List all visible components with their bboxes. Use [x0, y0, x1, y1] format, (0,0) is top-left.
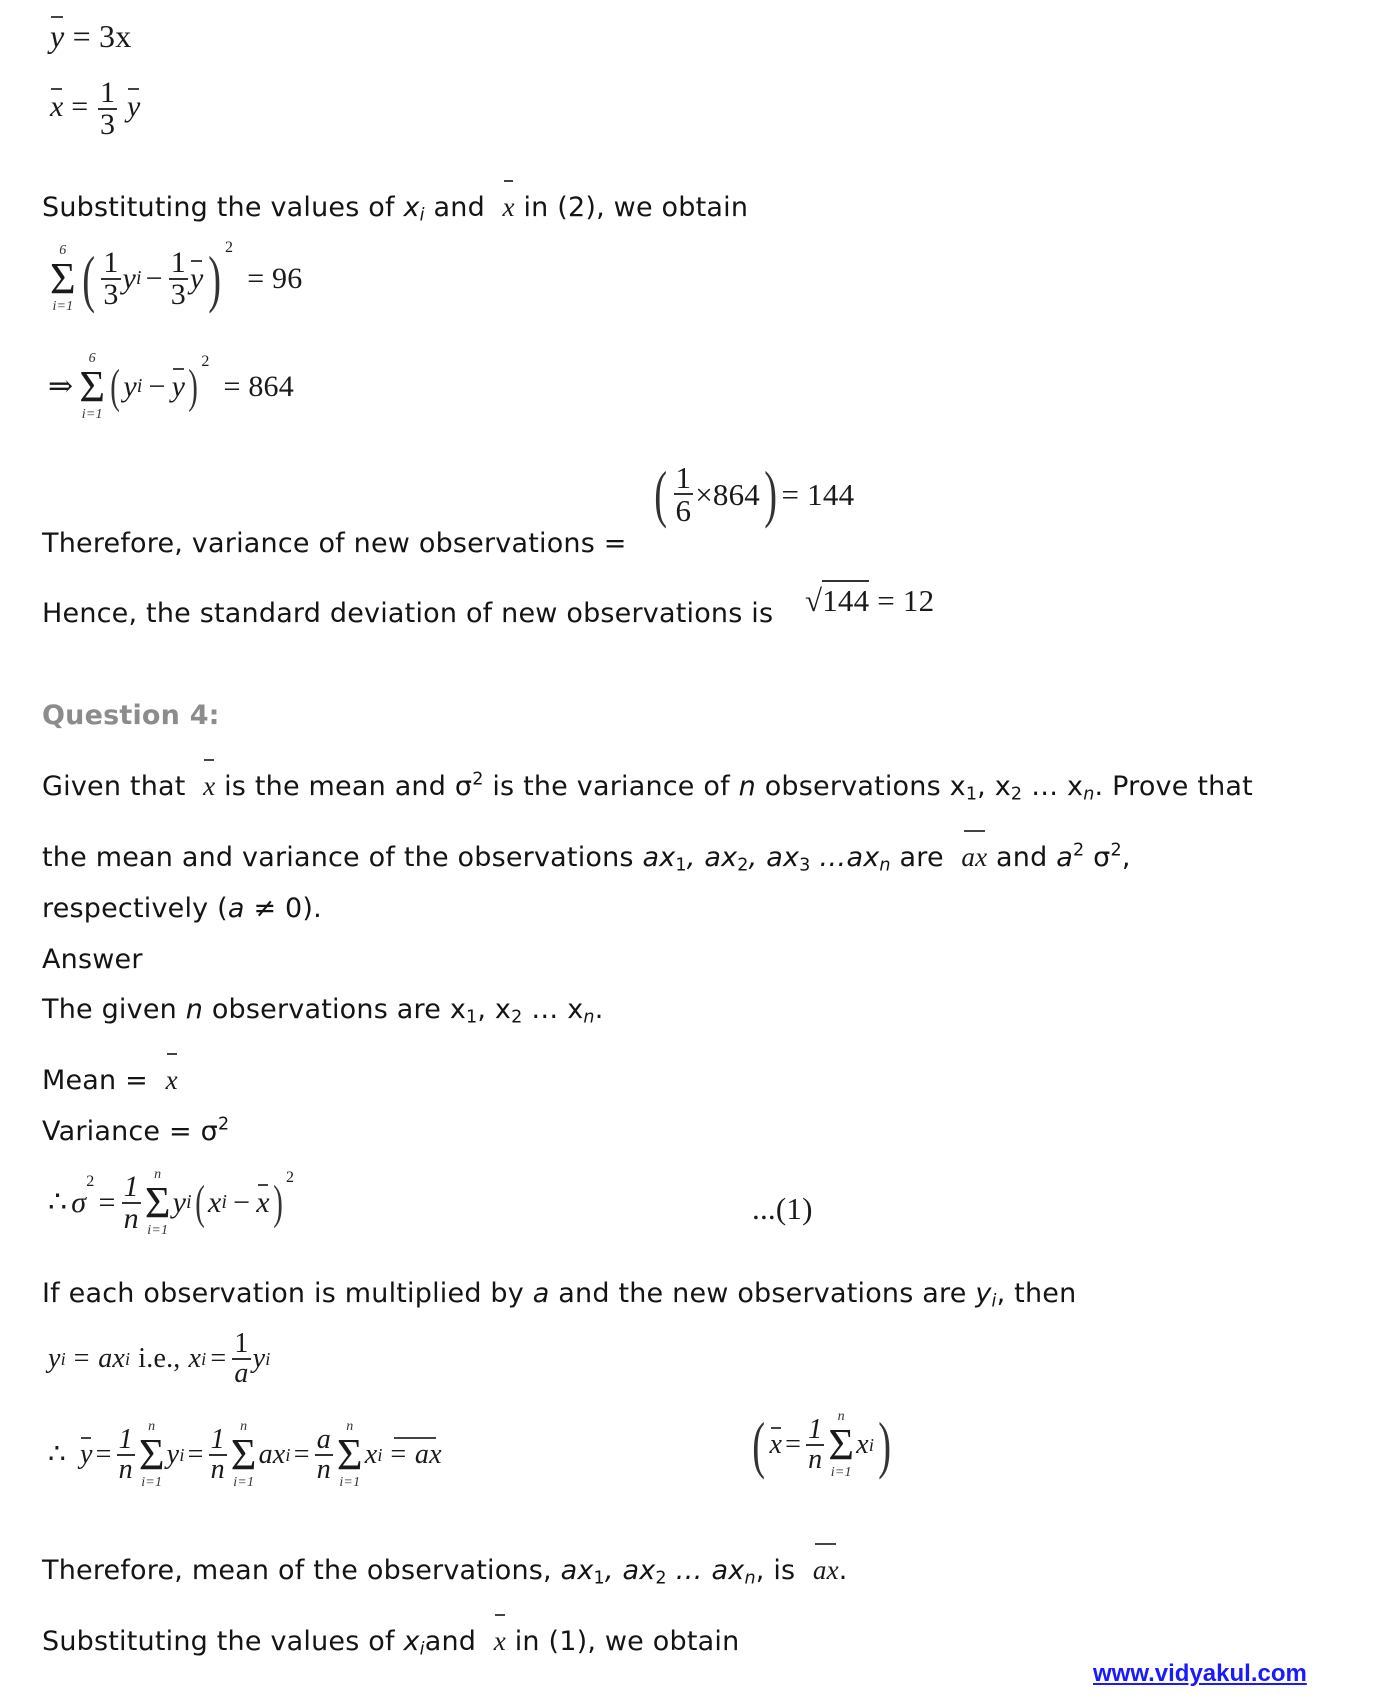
var-ax: , ax: [686, 842, 738, 873]
subscript: 2: [511, 1007, 523, 1028]
exponent: 2: [1072, 840, 1085, 861]
fraction: [315, 1423, 333, 1485]
var-a: a: [532, 1278, 550, 1309]
subscript: n: [1083, 784, 1095, 805]
fraction: [101, 245, 120, 311]
xbar-var: x: [203, 771, 216, 801]
equals-sign: =: [293, 1438, 310, 1470]
var-ax: ax: [258, 1438, 286, 1470]
denominator: 3: [100, 108, 116, 141]
var-x: x: [856, 1428, 869, 1460]
left-paren: (: [82, 242, 96, 314]
text-segment: and: [987, 842, 1057, 873]
text-segment: Given that: [42, 771, 195, 802]
var-ax: , ax: [604, 1555, 656, 1586]
var-x: x: [207, 1185, 222, 1219]
left-paren: (: [752, 1408, 766, 1480]
given-observations-line: [42, 994, 604, 1028]
numerator: 1: [118, 1423, 133, 1455]
equation-sigma-squared: ∴ σ 2 = $\frac{1}{n}$ n Σ i=1 y i ( x i − x ) 2: [48, 1167, 295, 1238]
therefore-symbol: ∴: [48, 1185, 68, 1219]
denominator: a: [234, 1358, 249, 1389]
text-segment: If each observation is multiplied by: [42, 1278, 533, 1309]
sum-lower-limit: i=1: [52, 298, 74, 314]
xbar-var: x: [493, 1626, 506, 1656]
var-ax: ax: [560, 1555, 594, 1586]
subscript: 3: [799, 855, 811, 876]
result-864: = 864: [223, 369, 294, 403]
mean-label: Mean =: [42, 1065, 157, 1096]
result-12: = 12: [877, 583, 935, 618]
ybar-var: y: [190, 261, 204, 295]
text-segment: Therefore, mean of the observations,: [42, 1555, 561, 1586]
mean-new-observations-line: [42, 1555, 848, 1589]
vidyakul-link[interactable]: www.vidyakul.com: [1093, 1660, 1307, 1687]
equals-sign: =: [187, 1438, 204, 1470]
fraction-one-over-n: [122, 1169, 141, 1235]
multiplied-line: [42, 1278, 1077, 1312]
subscript: 1: [593, 1568, 605, 1589]
right-paren: ): [272, 1175, 283, 1229]
text-segment: . Prove that: [1094, 771, 1253, 802]
text-segment: observations x: [755, 771, 966, 802]
text-segment: , x: [977, 771, 1011, 802]
sum-upper-limit: 6: [59, 243, 67, 258]
left-paren: (: [195, 1175, 205, 1229]
sum-lower-limit: i=1: [339, 1474, 361, 1490]
sigma-symbol: 6 Σ i=1: [50, 243, 76, 314]
right-paren: ): [878, 1408, 892, 1480]
fraction-one-third: [98, 78, 117, 140]
subscript: i: [991, 1291, 997, 1312]
numerator: 1: [103, 245, 119, 279]
question-4-line-2: [42, 840, 1131, 876]
axbar-var: ax: [961, 842, 988, 872]
numerator: 1: [170, 245, 186, 279]
sum-lower-limit: i=1: [147, 1222, 169, 1238]
axbar-var: ax: [812, 1555, 839, 1585]
sum-upper-limit: n: [154, 1167, 162, 1182]
var-ax: , ax: [748, 842, 800, 873]
text-segment: Substituting the values of: [42, 192, 404, 223]
denominator: n: [210, 1453, 225, 1485]
equation-tag-1: ...(1): [752, 1191, 813, 1226]
minus-sign: −: [233, 1185, 251, 1219]
var-a: a: [227, 893, 245, 924]
result-144: = 144: [781, 476, 855, 512]
text-segment: and: [424, 192, 494, 223]
right-paren: ): [764, 458, 778, 529]
text-segment: ,: [1121, 842, 1131, 873]
times-864: ×864: [695, 476, 761, 512]
denominator: n: [316, 1453, 331, 1485]
text-segment: , is: [755, 1555, 805, 1586]
var-ax: …ax: [810, 842, 880, 873]
ybar-rhs: = 3x: [72, 18, 132, 54]
equals-sign: =: [210, 1343, 227, 1374]
sum-upper-limit: n: [148, 1419, 156, 1434]
var-y: y: [123, 369, 137, 403]
subscript: n: [879, 855, 891, 876]
equation-ybar-3xbar: [50, 20, 131, 52]
denominator: 3: [170, 277, 186, 311]
var-n: n: [185, 994, 204, 1025]
fraction: [806, 1413, 824, 1475]
rhs-ax: = ax: [71, 1343, 126, 1374]
numerator: 1: [123, 1169, 139, 1203]
text-segment: … x: [522, 994, 584, 1025]
text-segment: .: [838, 1555, 848, 1586]
sigma-symbol: n Σ i=1: [144, 1167, 171, 1238]
mean-line: [42, 1067, 178, 1094]
fraction: [209, 1423, 227, 1485]
var-x: x: [403, 192, 420, 223]
var-x: x: [364, 1438, 378, 1470]
sum-upper-limit: n: [346, 1419, 354, 1434]
equation-sum-864: ⇒ 6 Σ i=1 ( y i − y ) 2 = 864: [48, 351, 294, 422]
sum-lower-limit: i=1: [830, 1464, 852, 1480]
equation-xbar-definition: ( x = $\frac{1}{n}$ n Σ i=1 x i ): [752, 1408, 892, 1480]
question-4-heading: Question 4:: [42, 700, 220, 731]
numerator: 1: [675, 460, 692, 495]
implies-arrow: ⇒: [48, 369, 74, 403]
sum-lower-limit: i=1: [233, 1474, 255, 1490]
equation-variance-144: [650, 458, 855, 529]
result-96: = 96: [247, 261, 303, 295]
sqrt-icon: √: [805, 583, 823, 618]
ybar-var: y: [126, 89, 141, 123]
sigma-symbol: n Σ i=1: [138, 1419, 165, 1490]
sum-upper-limit: 6: [88, 351, 96, 366]
text-segment: The given: [42, 994, 186, 1025]
numerator: a: [316, 1423, 331, 1455]
ybar-var: y: [50, 18, 65, 54]
numerator: 1: [100, 76, 116, 109]
right-paren: ): [188, 359, 199, 413]
var-ax: ax: [642, 842, 676, 873]
text-segment: the mean and variance of the observations: [42, 842, 643, 873]
sd-new-text: Hence, the standard deviation of new observations is: [42, 598, 774, 629]
var-y: y: [166, 1438, 180, 1470]
text-segment: σ: [1084, 842, 1111, 873]
exponent: 2: [217, 1114, 230, 1135]
xbar-var: x: [165, 1065, 178, 1095]
text-segment: Substituting the values of: [42, 1626, 404, 1657]
denominator: 6: [675, 493, 692, 528]
var-x: x: [403, 1626, 420, 1657]
denominator: 3: [103, 277, 119, 311]
text-segment: respectively (: [42, 893, 228, 924]
denominator: n: [123, 1201, 139, 1235]
radicand: 144: [822, 580, 869, 618]
numerator: 1: [234, 1328, 249, 1359]
question-4-line-1: [42, 769, 1253, 805]
sigma-symbol: 6 Σ i=1: [79, 351, 106, 422]
fraction: [117, 1423, 135, 1485]
equation-yi-axi: y i = ax i i.e., x i = $\frac{1}{a}$ y i: [48, 1328, 271, 1389]
subscript: 1: [675, 855, 687, 876]
text-segment: in (1), we obtain: [505, 1626, 740, 1657]
var-y: y: [172, 1185, 187, 1219]
equation-sqrt-144: [805, 585, 934, 616]
variance-label: Variance = σ: [42, 1116, 218, 1147]
exponent: 2: [1110, 840, 1122, 861]
ybar-var: y: [171, 369, 186, 403]
subscript: i: [419, 1639, 425, 1660]
left-paren: (: [654, 458, 668, 529]
var-y: y: [252, 1343, 266, 1374]
text-segment: , then: [996, 1278, 1077, 1309]
subscript: n: [744, 1568, 756, 1589]
var-y: y: [975, 1278, 992, 1309]
text-segment: is the variance of: [483, 771, 739, 802]
text-segment: and: [424, 1626, 485, 1657]
text-segment: ≠ 0).: [244, 893, 322, 924]
var-a: a: [1056, 842, 1073, 873]
sigma-symbol: n Σ i=1: [828, 1409, 855, 1480]
equals-sign: =: [785, 1428, 802, 1460]
text-segment: observations are: [203, 994, 450, 1025]
subscript: 1: [466, 1007, 478, 1028]
text-segment: and the new observations are: [549, 1278, 976, 1309]
sigma-symbol: n Σ i=1: [230, 1419, 257, 1490]
sum-upper-limit: n: [240, 1419, 248, 1434]
variance-line: [42, 1114, 230, 1147]
subscript: 1: [965, 784, 978, 805]
xbar-var: x: [502, 192, 515, 222]
text-segment: … x: [1022, 771, 1084, 802]
minus-sign: −: [145, 261, 163, 295]
sigma-symbol: n Σ i=1: [336, 1419, 363, 1490]
xbar-var: x: [769, 1428, 783, 1460]
denominator: n: [118, 1453, 133, 1485]
result-axbar: = ax: [388, 1438, 442, 1470]
equation-ybar-sum: ∴ y = $\frac{1}{n}$ n Σ i=1 y i = $\frac{1}{n}$ n Σ i=1 ax i = $\frac{a}{n}$ n Σ i=1 x i = ax: [48, 1419, 442, 1490]
numerator: 1: [808, 1413, 823, 1445]
answer-label: Answer: [42, 944, 143, 975]
var-ax: … ax: [666, 1555, 745, 1586]
text-segment: in (2), we obtain: [514, 192, 749, 223]
equals-sign: =: [98, 1185, 116, 1219]
substituting-line-2: [42, 192, 749, 226]
therefore-symbol: ∴: [48, 1438, 67, 1470]
text-segment: .: [594, 994, 604, 1025]
fraction-one-sixth: [674, 462, 694, 526]
right-paren: ): [207, 242, 221, 314]
text-segment: are: [890, 842, 953, 873]
text-segment: is the mean and σ: [215, 771, 473, 802]
exponent: 2: [472, 769, 484, 790]
equals-sign: =: [95, 1438, 112, 1470]
xbar-var: x: [50, 89, 64, 123]
fraction: [169, 245, 188, 311]
substituting-line-1: [42, 1626, 740, 1660]
var-sigma: σ: [71, 1185, 87, 1219]
fraction-one-over-a: [232, 1330, 250, 1388]
subscript: i: [419, 205, 425, 226]
sum-lower-limit: i=1: [141, 1474, 163, 1490]
var-y: y: [122, 261, 137, 295]
variance-new-text: Therefore, variance of new observations =: [42, 528, 627, 559]
left-paren: (: [110, 359, 121, 413]
equation-xbar-third-ybar: [50, 78, 140, 140]
sum-upper-limit: n: [837, 1409, 845, 1424]
var-x: x: [188, 1343, 202, 1374]
subscript: 2: [1010, 784, 1023, 805]
subscript: n: [583, 1007, 595, 1028]
ybar-var: y: [80, 1438, 93, 1470]
text-segment: , x: [477, 994, 512, 1025]
var-x: x: [449, 994, 466, 1025]
denominator: n: [808, 1443, 823, 1475]
xbar-var: x: [256, 1185, 270, 1219]
ie-text: i.e.,: [138, 1343, 181, 1374]
numerator: 1: [210, 1423, 225, 1455]
var-n: n: [738, 771, 756, 802]
equation-sum-96: 6 Σ i=1 ( $\frac{1}{3}$ y i − $\frac{1}{3}$ y ) 2 = 96: [50, 239, 303, 314]
minus-sign: −: [148, 369, 166, 403]
subscript: 2: [737, 855, 749, 876]
subscript: 2: [655, 1568, 667, 1589]
equals-sign: =: [71, 89, 89, 123]
var-y: y: [48, 1343, 61, 1374]
sum-lower-limit: i=1: [81, 406, 103, 422]
question-4-line-3: [42, 895, 322, 922]
